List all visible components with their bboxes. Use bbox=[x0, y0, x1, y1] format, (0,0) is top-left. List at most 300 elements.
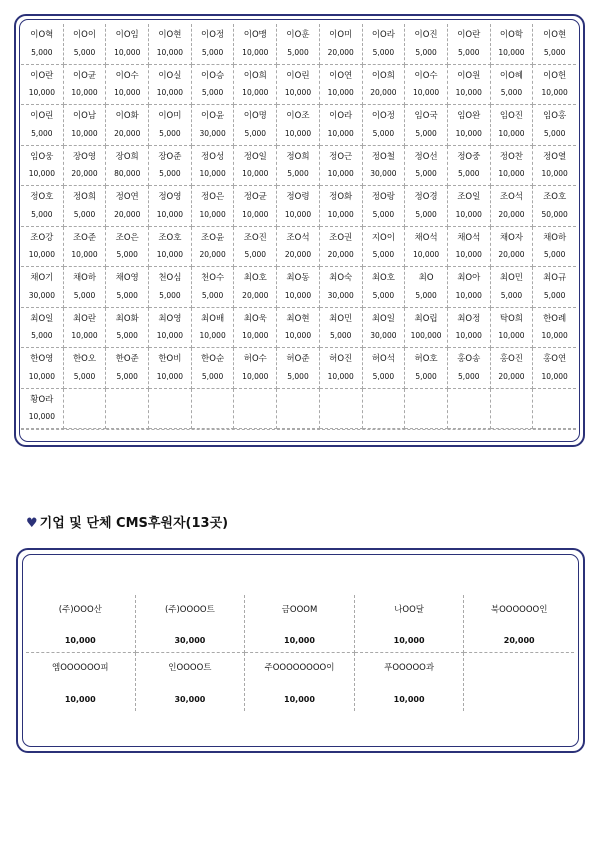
donor-name: 정O일 bbox=[243, 151, 267, 162]
donor-cell bbox=[491, 186, 534, 227]
donor-amount: 5,000 bbox=[543, 47, 566, 57]
donor-cell bbox=[320, 227, 363, 268]
donor-name: 장O준 bbox=[158, 151, 182, 162]
donor-cell bbox=[363, 65, 406, 106]
donor-name: 허O호 bbox=[414, 354, 438, 364]
donor-name: 정O은 bbox=[201, 192, 225, 202]
donor-name: 채O하 bbox=[543, 232, 567, 243]
corporate-donor-name: (주)OOOO트 bbox=[164, 605, 215, 615]
donor-cell bbox=[533, 348, 576, 389]
donor-amount: 10,000 bbox=[541, 331, 568, 340]
donor-amount: 10,000 bbox=[156, 331, 184, 340]
donor-amount: 5,000 bbox=[543, 128, 566, 138]
donor-cell bbox=[320, 186, 363, 227]
donor-name: 최O화 bbox=[115, 313, 139, 324]
donor-cell bbox=[21, 146, 64, 187]
donor-name: 이O조 bbox=[286, 111, 310, 121]
donor-cell bbox=[21, 105, 64, 146]
donor-amount: 10,000 bbox=[242, 47, 269, 57]
donor-cell bbox=[491, 24, 534, 65]
donor-name: 홍O연 bbox=[543, 354, 567, 364]
donor-name: 이O실 bbox=[158, 70, 182, 81]
donor-amount: 10,000 bbox=[28, 88, 55, 97]
donor-cell bbox=[149, 65, 192, 106]
donor-cell bbox=[64, 308, 107, 349]
donor-name: 채O자 bbox=[499, 232, 524, 243]
donor-cell bbox=[277, 186, 320, 227]
donor-name: 조O권 bbox=[329, 232, 353, 243]
donor-cell bbox=[533, 267, 576, 308]
donor-amount: 20,000 bbox=[370, 88, 397, 97]
donor-cell bbox=[448, 105, 491, 146]
donor-cell bbox=[448, 186, 491, 227]
donor-amount: 5,000 bbox=[244, 250, 267, 259]
donor-name: 최O호 bbox=[371, 273, 395, 283]
donor-name: 정O호 bbox=[30, 192, 54, 202]
donor-name: 허O진 bbox=[329, 354, 353, 364]
donor-amount: 5,000 bbox=[372, 290, 395, 300]
donor-amount: 10,000 bbox=[327, 371, 354, 381]
donor-name: 조O준 bbox=[72, 232, 97, 243]
donor-name: 정O연 bbox=[115, 192, 139, 202]
donor-name: 채O석 bbox=[457, 232, 481, 243]
donor-name: 채O영 bbox=[115, 273, 139, 283]
donor-name: 정O희 bbox=[72, 192, 97, 202]
corporate-donor-cell bbox=[136, 653, 246, 711]
empty-cell bbox=[448, 389, 491, 430]
donor-name: 한O비 bbox=[158, 354, 182, 364]
donor-cell bbox=[234, 227, 277, 268]
donor-cell bbox=[192, 267, 235, 308]
corporate-donor-cell bbox=[464, 595, 574, 653]
donor-amount: 30,000 bbox=[370, 331, 397, 340]
donor-name: 황O라 bbox=[30, 394, 54, 405]
corporate-donor-amount: 20,000 bbox=[503, 636, 535, 645]
donor-amount: 10,000 bbox=[71, 88, 98, 97]
donor-name: 조O윤 bbox=[201, 232, 225, 243]
donor-name: 한O례 bbox=[543, 313, 567, 324]
donor-cell bbox=[234, 105, 277, 146]
donor-amount: 5,000 bbox=[73, 371, 96, 381]
donor-name: 홍O진 bbox=[499, 354, 524, 364]
donor-amount: 10,000 bbox=[412, 250, 440, 259]
donor-name: 장O희 bbox=[115, 151, 139, 162]
donor-name: 탁O희 bbox=[499, 313, 524, 324]
corporate-donor-amount: 10,000 bbox=[64, 636, 96, 645]
donor-cell bbox=[64, 186, 107, 227]
donor-name: 정O령 bbox=[286, 192, 310, 202]
donor-cell bbox=[277, 267, 320, 308]
donor-amount: 5,000 bbox=[244, 128, 267, 138]
donor-amount: 5,000 bbox=[73, 47, 96, 57]
donor-amount: 5,000 bbox=[159, 128, 181, 138]
donor-name: 임O국 bbox=[414, 111, 438, 121]
donor-amount: 30,000 bbox=[199, 128, 226, 138]
donor-amount: 5,000 bbox=[31, 209, 53, 219]
corporate-donor-cell bbox=[26, 595, 136, 653]
donor-amount: 5,000 bbox=[116, 371, 138, 381]
donor-amount: 5,000 bbox=[415, 209, 437, 219]
corporate-donor-name: 엠OOOOOO피 bbox=[52, 663, 109, 673]
donor-cell bbox=[277, 227, 320, 268]
donor-amount: 10,000 bbox=[156, 209, 184, 219]
donor-amount: 5,000 bbox=[500, 88, 523, 97]
donor-cell bbox=[405, 308, 448, 349]
corporate-donor-name: 주OOOOOOOO이 bbox=[264, 663, 335, 673]
donor-amount: 5,000 bbox=[201, 88, 224, 97]
donor-cell bbox=[363, 227, 406, 268]
donor-cell bbox=[149, 267, 192, 308]
empty-cell bbox=[320, 389, 363, 430]
donor-amount: 10,000 bbox=[455, 209, 482, 219]
donor-cell bbox=[277, 348, 320, 389]
donor-name: 조O진 bbox=[243, 232, 267, 243]
donor-cell bbox=[192, 65, 235, 106]
corporate-donor-amount: 30,000 bbox=[174, 636, 206, 645]
corporate-donor-name: 금OOOM bbox=[281, 605, 318, 615]
donor-amount: 10,000 bbox=[284, 128, 312, 138]
donor-name: 채O하 bbox=[72, 273, 97, 283]
donor-amount: 10,000 bbox=[455, 128, 482, 138]
donor-name: 최O립 bbox=[414, 313, 438, 324]
corporate-donor-cell bbox=[136, 595, 246, 653]
donor-name: 천O심 bbox=[158, 273, 182, 283]
donor-cell bbox=[405, 348, 448, 389]
donor-name: 이O혜 bbox=[499, 70, 524, 81]
donor-name: 조O강 bbox=[30, 232, 54, 243]
donor-amount: 10,000 bbox=[327, 209, 354, 219]
donor-cell bbox=[448, 65, 491, 106]
donor-name: 최O란 bbox=[72, 313, 97, 324]
donor-amount: 10,000 bbox=[71, 250, 98, 259]
donor-cell bbox=[491, 267, 534, 308]
empty-cell bbox=[533, 389, 576, 430]
individual-donors-table bbox=[21, 24, 576, 429]
donor-cell bbox=[405, 146, 448, 187]
donor-cell bbox=[106, 227, 149, 268]
donor-cell bbox=[149, 227, 192, 268]
donor-cell bbox=[363, 146, 406, 187]
empty-cell bbox=[363, 389, 406, 430]
donor-amount: 5,000 bbox=[415, 128, 437, 138]
donor-cell bbox=[320, 65, 363, 106]
donor-name: 정O화 bbox=[329, 192, 353, 202]
corporate-donor-name: 인OOOO트 bbox=[168, 663, 212, 673]
donor-cell bbox=[448, 267, 491, 308]
donor-name: 이O린 bbox=[30, 111, 54, 121]
donor-amount: 5,000 bbox=[159, 290, 181, 300]
donor-name: 채O석 bbox=[414, 232, 438, 243]
donor-amount: 100,000 bbox=[410, 331, 442, 340]
donor-name: 정O찬 bbox=[499, 151, 524, 162]
donor-cell bbox=[363, 308, 406, 349]
donor-amount: 5,000 bbox=[329, 331, 352, 340]
donor-cell bbox=[192, 146, 235, 187]
donor-name: 이O란 bbox=[457, 30, 481, 40]
donor-name: 이O혁 bbox=[30, 30, 54, 40]
donor-cell bbox=[363, 24, 406, 65]
donor-name: 최O정 bbox=[457, 313, 481, 324]
donor-cell bbox=[320, 105, 363, 146]
donor-amount: 5,000 bbox=[372, 47, 395, 57]
donor-amount: 5,000 bbox=[372, 128, 395, 138]
donor-name: 임O홍 bbox=[543, 111, 567, 121]
donor-amount: 10,000 bbox=[284, 88, 312, 97]
donor-cell bbox=[234, 308, 277, 349]
donor-amount: 10,000 bbox=[156, 371, 184, 381]
donor-cell bbox=[405, 267, 448, 308]
donor-amount: 5,000 bbox=[116, 290, 138, 300]
donor-cell bbox=[149, 146, 192, 187]
donor-name: 이O수 bbox=[115, 70, 139, 81]
corporate-donor-name: (주)OOO산 bbox=[58, 605, 102, 615]
donor-cell bbox=[491, 65, 534, 106]
empty-cell bbox=[464, 653, 574, 711]
donor-cell bbox=[192, 24, 235, 65]
donor-name: 최O규 bbox=[543, 273, 567, 283]
donor-name: 조O은 bbox=[115, 232, 139, 243]
donor-name: 이O정 bbox=[371, 111, 395, 121]
donor-cell bbox=[320, 348, 363, 389]
donor-name: 최O아 bbox=[457, 273, 481, 283]
donor-amount: 10,000 bbox=[327, 128, 354, 138]
donor-amount: 10,000 bbox=[455, 250, 482, 259]
donor-cell bbox=[106, 146, 149, 187]
donor-amount: 20,000 bbox=[199, 250, 226, 259]
donor-cell bbox=[192, 186, 235, 227]
donor-amount: 10,000 bbox=[284, 290, 312, 300]
corporate-donor-cell bbox=[355, 595, 465, 653]
donor-amount: 10,000 bbox=[455, 290, 482, 300]
donor-amount: 10,000 bbox=[327, 88, 354, 97]
donor-amount: 5,000 bbox=[201, 371, 224, 381]
donor-name: 조O석 bbox=[499, 192, 524, 202]
donor-cell bbox=[149, 348, 192, 389]
donor-amount: 10,000 bbox=[28, 169, 55, 178]
donor-name: 최O일 bbox=[371, 313, 395, 324]
donor-name: 이O이 bbox=[72, 30, 97, 40]
donor-amount: 20,000 bbox=[114, 209, 141, 219]
donor-cell bbox=[64, 267, 107, 308]
donor-amount: 10,000 bbox=[242, 209, 269, 219]
donor-name: 최O숙 bbox=[329, 273, 353, 283]
donor-cell bbox=[149, 24, 192, 65]
donor-cell bbox=[21, 348, 64, 389]
donor-amount: 10,000 bbox=[199, 169, 226, 178]
donor-name: 이O린 bbox=[286, 70, 310, 81]
donor-amount: 20,000 bbox=[498, 209, 525, 219]
donor-name: 이O정 bbox=[201, 30, 225, 40]
donor-cell bbox=[405, 105, 448, 146]
donor-name: 정O중 bbox=[457, 151, 481, 162]
donor-name: 이O명 bbox=[243, 111, 267, 121]
donor-amount: 5,000 bbox=[458, 169, 480, 178]
donor-cell bbox=[149, 105, 192, 146]
donor-cell bbox=[21, 227, 64, 268]
donor-cell bbox=[448, 227, 491, 268]
donor-name: 이O균 bbox=[72, 70, 97, 81]
donor-amount: 5,000 bbox=[116, 250, 138, 259]
donor-cell bbox=[277, 65, 320, 106]
table-bottom-divider bbox=[21, 429, 576, 430]
donor-name: 정O성 bbox=[201, 151, 225, 162]
donor-amount: 10,000 bbox=[242, 88, 269, 97]
donor-amount: 5,000 bbox=[415, 371, 437, 381]
donor-amount: 10,000 bbox=[455, 88, 482, 97]
donor-amount: 80,000 bbox=[114, 169, 141, 178]
donor-amount: 10,000 bbox=[284, 209, 312, 219]
donor-cell bbox=[21, 186, 64, 227]
donor-cell bbox=[106, 348, 149, 389]
donor-amount: 20,000 bbox=[71, 169, 98, 178]
donor-amount: 20,000 bbox=[242, 290, 269, 300]
donor-amount: 10,000 bbox=[156, 88, 184, 97]
corporate-donor-name: 나OO달 bbox=[394, 605, 424, 615]
donor-name: 이O윤 bbox=[201, 111, 225, 121]
donor-name: 이O승 bbox=[201, 70, 225, 81]
donor-name: 이O현 bbox=[543, 30, 567, 40]
donor-name: 이O원 bbox=[457, 70, 481, 81]
donor-name: 정O영 bbox=[158, 192, 182, 202]
donor-cell bbox=[106, 186, 149, 227]
donor-name: 조O호 bbox=[158, 232, 182, 243]
donor-name: 이O미 bbox=[329, 30, 353, 40]
corporate-donor-name: 북OOOOOO인 bbox=[490, 605, 548, 615]
donor-cell bbox=[192, 227, 235, 268]
donor-amount: 5,000 bbox=[372, 250, 395, 259]
donor-name: 천O수 bbox=[201, 273, 225, 283]
corporate-section-title-text: 기업 및 단체 CMS후원자(13곳) bbox=[39, 516, 229, 531]
donor-amount: 10,000 bbox=[327, 169, 354, 178]
donor-name: 이O헌 bbox=[543, 70, 567, 81]
donor-amount: 20,000 bbox=[327, 47, 354, 57]
donor-name: 이O란 bbox=[30, 70, 54, 81]
donor-amount: 20,000 bbox=[498, 371, 525, 381]
donor-name: 이O라 bbox=[329, 111, 353, 121]
donor-cell bbox=[64, 348, 107, 389]
donor-amount: 10,000 bbox=[28, 412, 55, 421]
donor-cell bbox=[448, 24, 491, 65]
donor-name: 최O일 bbox=[30, 313, 54, 324]
donor-name: 정O희 bbox=[286, 151, 310, 162]
donor-name: 이O현 bbox=[158, 30, 182, 40]
donor-cell bbox=[448, 348, 491, 389]
donor-name: 정O근 bbox=[329, 151, 353, 162]
donor-cell bbox=[320, 146, 363, 187]
corporate-donor-name: 푸OOOOO과 bbox=[384, 663, 435, 673]
donor-amount: 5,000 bbox=[159, 169, 181, 178]
donor-amount: 20,000 bbox=[284, 250, 312, 259]
corporate-donors-table bbox=[26, 595, 574, 711]
donor-name: 정O균 bbox=[243, 192, 267, 202]
donor-cell bbox=[491, 227, 534, 268]
donor-amount: 5,000 bbox=[73, 290, 96, 300]
donor-amount: 5,000 bbox=[201, 290, 224, 300]
donor-amount: 10,000 bbox=[114, 47, 141, 57]
donor-cell bbox=[448, 146, 491, 187]
donor-amount: 10,000 bbox=[498, 128, 525, 138]
donor-amount: 20,000 bbox=[498, 250, 525, 259]
donor-amount: 20,000 bbox=[327, 250, 354, 259]
donor-cell bbox=[192, 105, 235, 146]
donor-cell bbox=[192, 348, 235, 389]
donor-amount: 10,000 bbox=[28, 371, 55, 381]
donor-amount: 30,000 bbox=[370, 169, 397, 178]
donor-name: 최O영 bbox=[158, 313, 182, 324]
donor-cell bbox=[21, 267, 64, 308]
donor-cell bbox=[491, 146, 534, 187]
donor-name: 임O진 bbox=[499, 111, 524, 121]
donor-amount: 10,000 bbox=[114, 88, 141, 97]
donor-amount: 10,000 bbox=[156, 250, 184, 259]
donor-cell bbox=[405, 65, 448, 106]
donor-name: 이O수 bbox=[414, 70, 438, 81]
donor-name: 조O석 bbox=[286, 232, 310, 243]
donor-cell bbox=[106, 267, 149, 308]
donor-amount: 5,000 bbox=[415, 47, 437, 57]
donor-cell bbox=[21, 65, 64, 106]
donor-amount: 5,000 bbox=[500, 290, 523, 300]
corporate-donor-amount: 10,000 bbox=[284, 695, 315, 704]
donor-cell bbox=[533, 186, 576, 227]
donor-cell bbox=[277, 24, 320, 65]
donor-amount: 10,000 bbox=[498, 47, 525, 57]
corporate-donor-amount: 10,000 bbox=[64, 695, 96, 704]
donor-name: 이O맹 bbox=[243, 30, 267, 40]
donor-amount: 5,000 bbox=[287, 169, 309, 178]
donor-amount: 5,000 bbox=[116, 331, 138, 340]
donor-cell bbox=[533, 105, 576, 146]
empty-cell bbox=[491, 389, 534, 430]
donor-name: 허O석 bbox=[371, 354, 395, 364]
donor-name: 최O현 bbox=[286, 313, 310, 324]
donor-name: 이O희 bbox=[243, 70, 267, 81]
empty-cell bbox=[149, 389, 192, 430]
donor-name: 최O동 bbox=[286, 273, 310, 283]
donor-name: 이O화 bbox=[115, 111, 139, 121]
corporate-donor-amount: 10,000 bbox=[393, 695, 425, 704]
donor-cell bbox=[192, 308, 235, 349]
donor-name: 최O민 bbox=[499, 273, 524, 283]
donor-amount: 5,000 bbox=[31, 47, 53, 57]
heart-icon: ♥ bbox=[26, 516, 38, 531]
donor-amount: 5,000 bbox=[287, 47, 309, 57]
donor-cell bbox=[320, 308, 363, 349]
donor-amount: 30,000 bbox=[28, 290, 55, 300]
donor-cell bbox=[448, 308, 491, 349]
donor-name: 최O배 bbox=[201, 313, 225, 324]
donor-cell bbox=[234, 267, 277, 308]
donor-cell bbox=[149, 186, 192, 227]
donor-name: 조O호 bbox=[543, 192, 567, 202]
empty-cell bbox=[234, 389, 277, 430]
donor-cell bbox=[106, 24, 149, 65]
donor-amount: 5,000 bbox=[458, 371, 480, 381]
donor-name: 채O기 bbox=[30, 273, 54, 283]
donor-amount: 5,000 bbox=[372, 371, 395, 381]
donor-cell bbox=[277, 308, 320, 349]
donor-cell bbox=[106, 308, 149, 349]
donor-amount: 10,000 bbox=[541, 169, 568, 178]
donor-name: 이O희 bbox=[371, 70, 395, 81]
donor-amount: 10,000 bbox=[498, 169, 525, 178]
donor-name: 장O영 bbox=[72, 151, 97, 162]
donor-cell bbox=[234, 65, 277, 106]
donor-name: 임O웅 bbox=[30, 151, 54, 162]
donor-amount: 10,000 bbox=[412, 88, 440, 97]
donor-amount: 5,000 bbox=[31, 128, 53, 138]
donor-name: 한O순 bbox=[201, 354, 225, 364]
